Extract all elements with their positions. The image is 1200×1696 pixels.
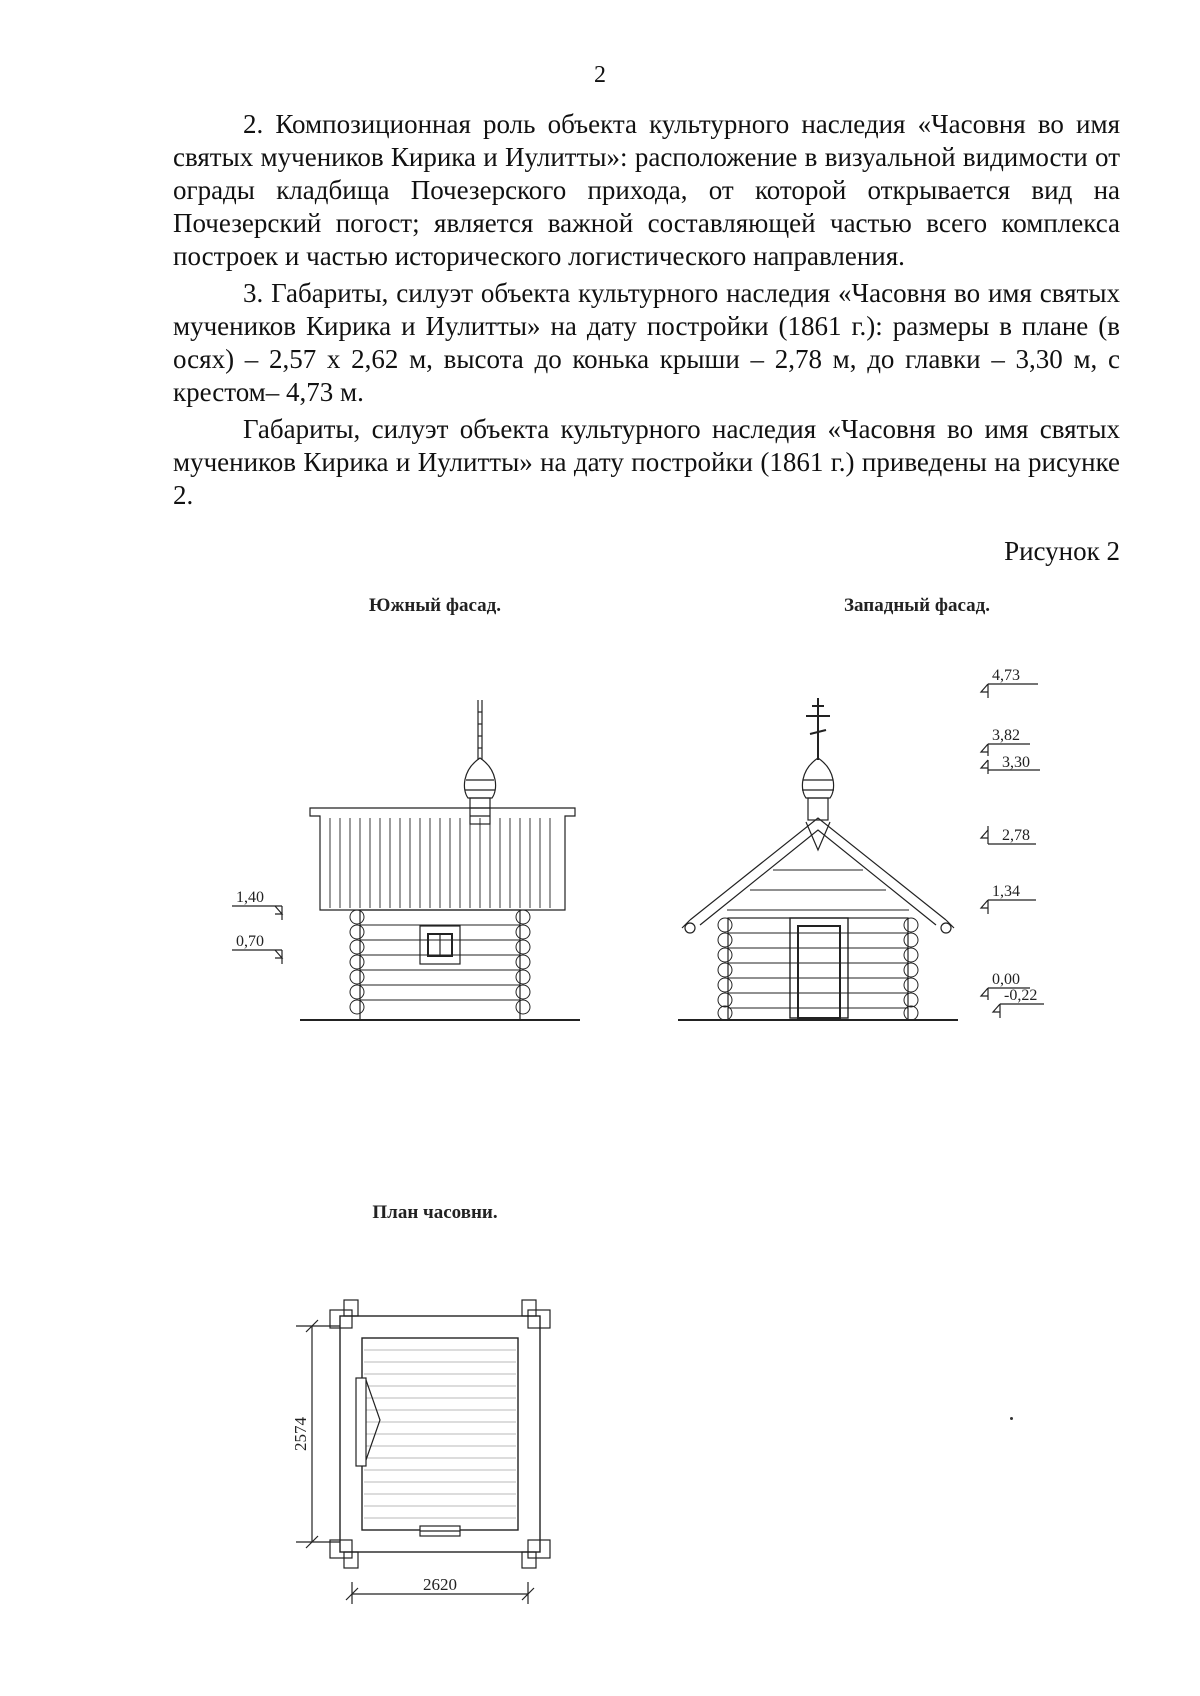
west-mark-3-82: 3,82 [992, 727, 1020, 744]
west-mark-2-78: 2,78 [1002, 827, 1030, 844]
figure-caption: Рисунок 2 [1004, 536, 1120, 566]
plan-drawing [330, 1300, 550, 1568]
west-elevation-marks [981, 667, 1044, 1018]
paragraph-figure-reference: Габариты, силуэт объекта культурного наследия «Часовня во имя святых мучеников Кирика и Иулитты» на дату постройки (1861 г.) приведены на рисунке 2. [173, 414, 1120, 510]
scan-speck [1010, 1417, 1013, 1420]
south-elevation-marks [232, 889, 282, 964]
south-mark-1-40: 1,40 [236, 889, 264, 906]
plan-dimensions [291, 1320, 534, 1604]
west-mark-minus-0-22: -0,22 [1004, 987, 1038, 1004]
paragraph-composition: 2. Композиционная роль объекта культурного наследия «Часовня во имя святых мучеников Кирика и Иулитты»: расположение в визуальной видимости от ограды кладбища Почезерского прихода, от которой открывается вид на Почезерский погост; является важной составляющей частью всего комплекса построек и частью исторического логистического направления. [173, 109, 1120, 271]
plan-title: План часовни. [372, 1202, 498, 1223]
paragraph-dimensions: 3. Габариты, силуэт объекта культурного наследия «Часовня во имя святых мучеников Кирика и Иулитты» на дату постройки (1861 г.): размеры в плане (в осях) – 2,57 х 2,62 м, высота до конька крыши – 2,78 м, до главки – 3,30 м, с крестом– 4,73 м. [173, 278, 1120, 407]
south-mark-0-70: 0,70 [236, 933, 264, 950]
south-facade-title: Южный фасад. [368, 595, 502, 616]
west-facade-title: Западный фасад. [844, 595, 990, 616]
page-number: 2 [594, 62, 606, 88]
plan-height-dimension: 2574 [291, 1417, 310, 1451]
south-facade-drawing [300, 700, 580, 1020]
west-mark-4-73: 4,73 [992, 667, 1020, 684]
west-facade-drawing [678, 698, 958, 1020]
plan-width-dimension: 2620 [423, 1575, 457, 1594]
west-mark-0-00: 0,00 [992, 971, 1020, 988]
west-mark-3-30: 3,30 [1002, 754, 1030, 771]
west-mark-1-34: 1,34 [992, 883, 1020, 900]
